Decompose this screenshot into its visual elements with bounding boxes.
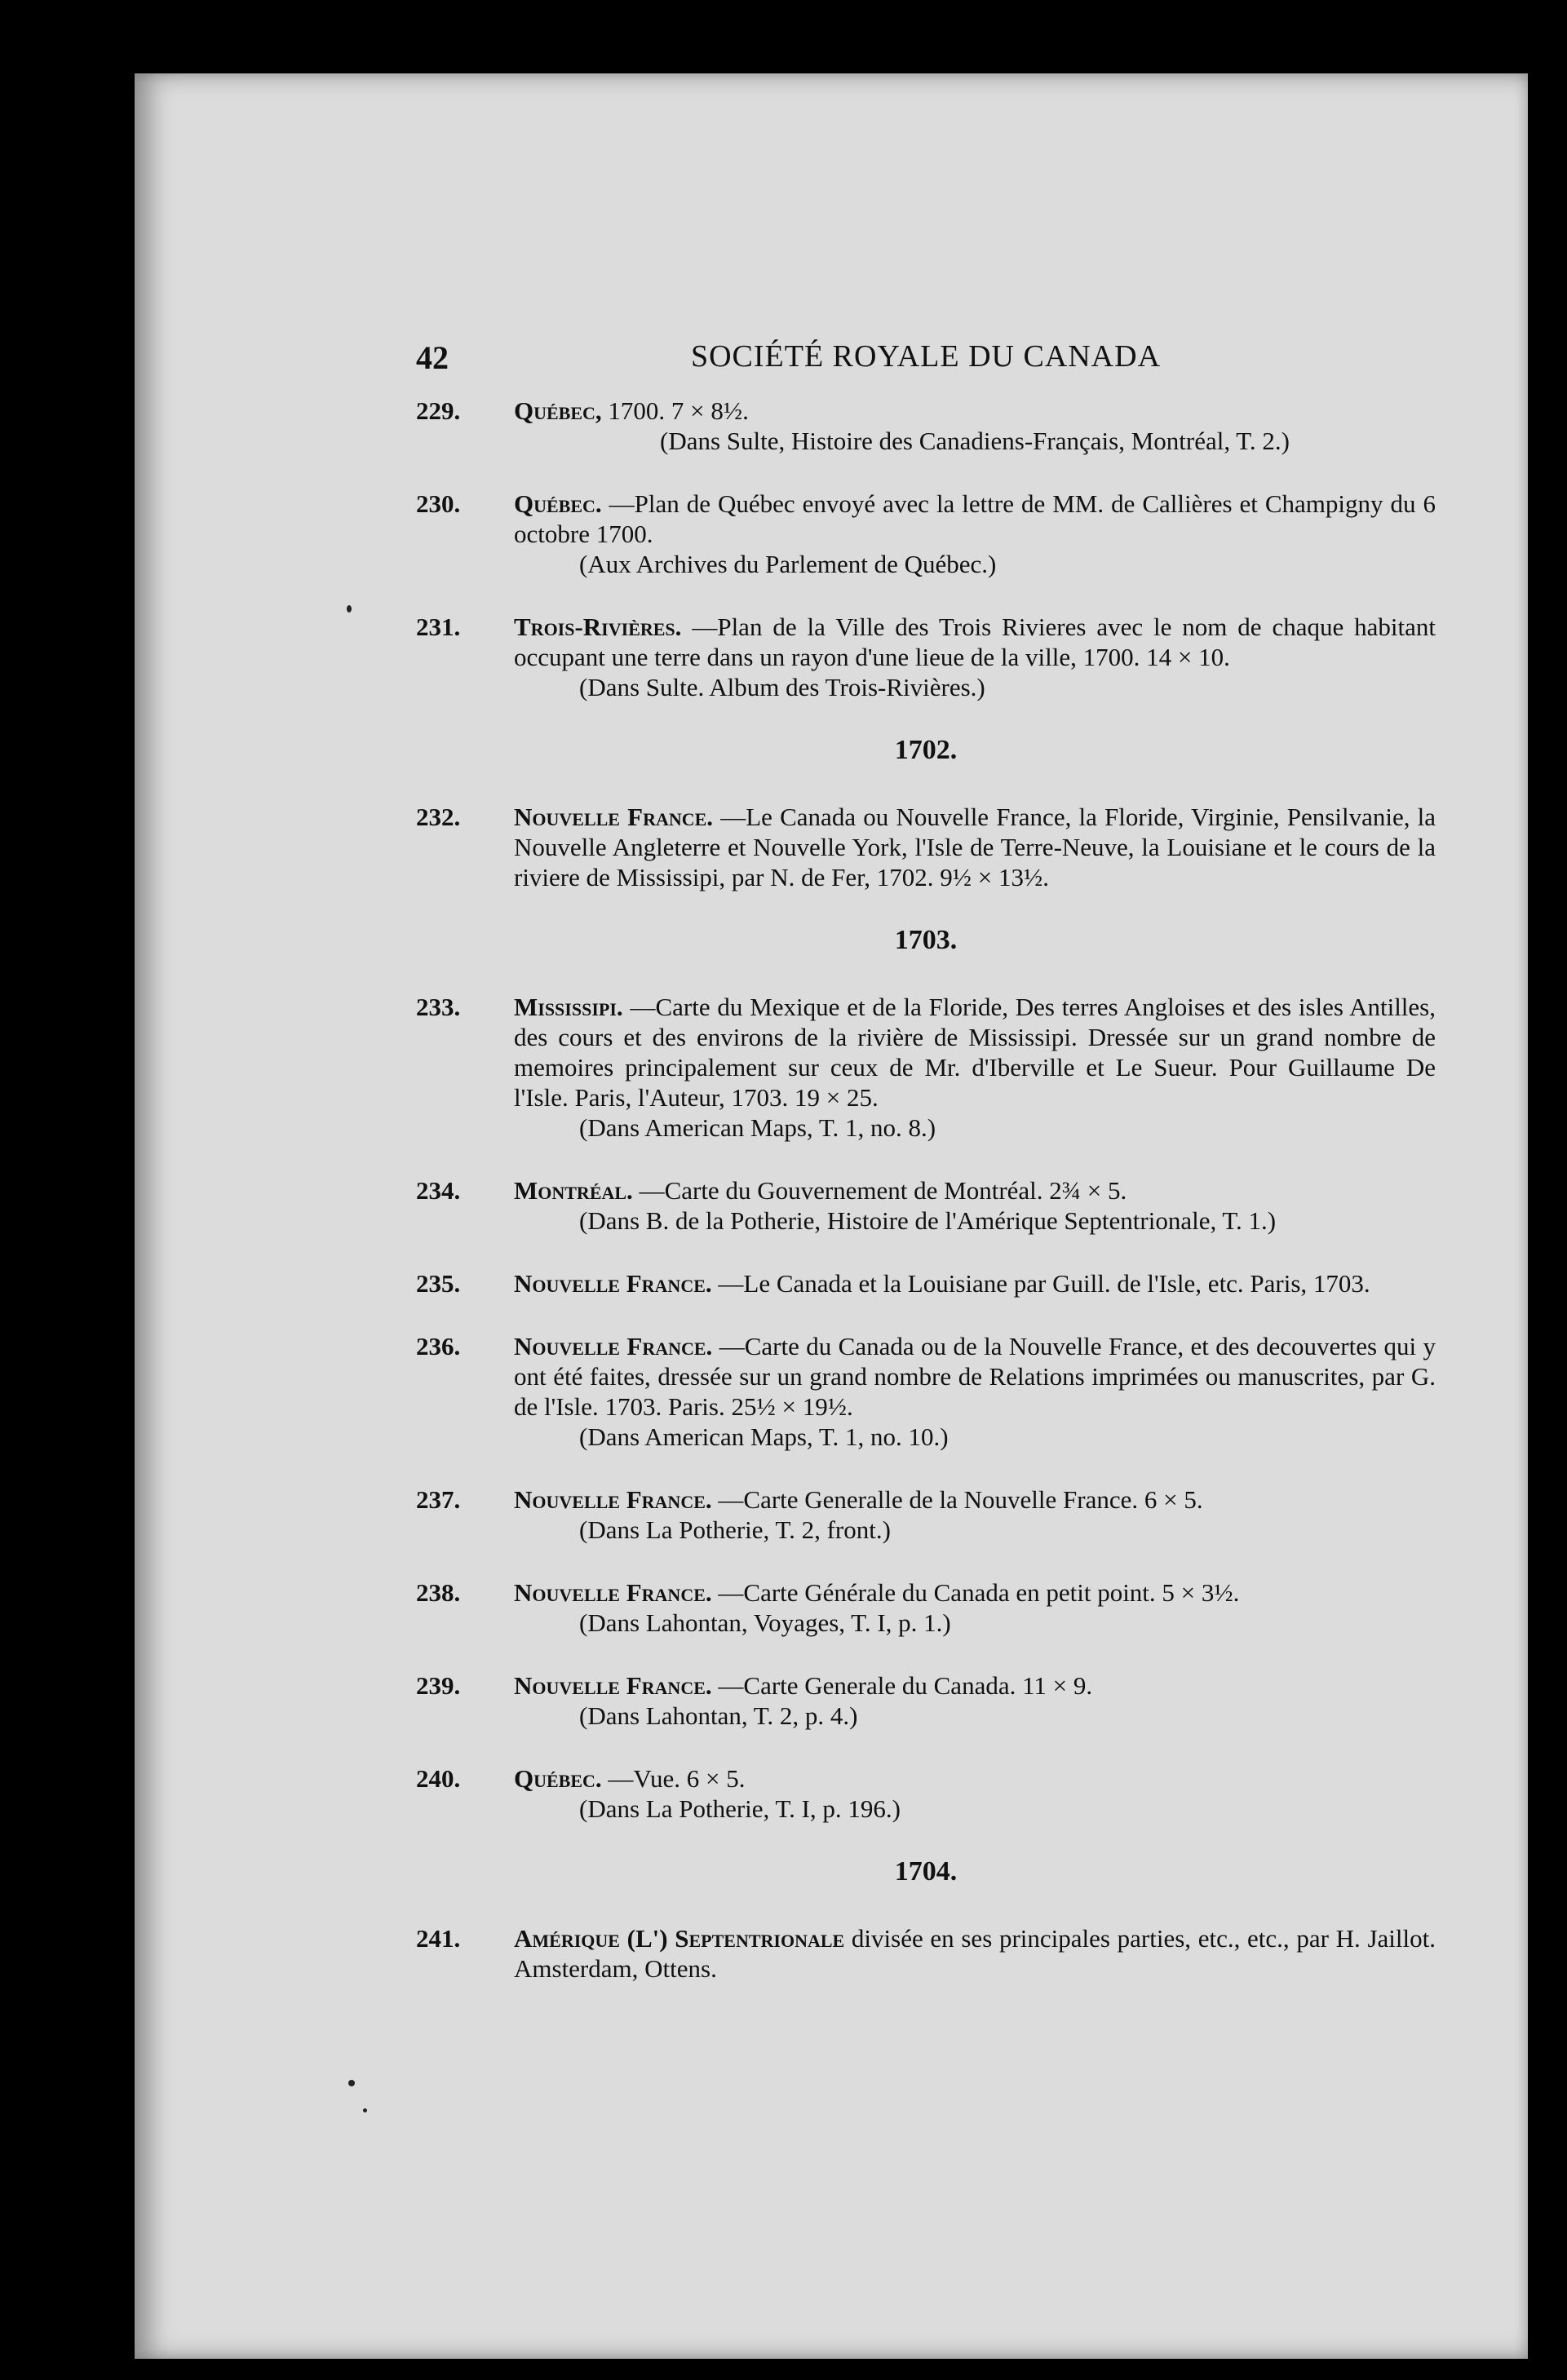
catalogue-entry: [416, 1763, 1436, 1824]
entry-heading: Québec.: [514, 489, 602, 518]
entry-text: —Carte du Mexique et de la Floride, Des terres Angloises et des isles Antilles, des cours et des environs de la rivière de Mississipi. Dressée sur un grand nombre de memoires principalement sur ceux de Mr. d'Iberville et Le Sueur. Pour Guillaume De l'Isle. Paris, l'Auteur, 1703. 19 × 25.: [514, 993, 1436, 1112]
entry-text: 1700. 7 × 8½.: [608, 396, 749, 425]
catalogue-entry: [416, 1923, 1436, 1984]
entry-heading: Nouvelle France.: [514, 1671, 712, 1700]
entry-description: [514, 1331, 1436, 1422]
entry-description: [514, 802, 1436, 892]
catalogue-entry: [416, 489, 1436, 579]
entry-heading: Québec.: [514, 1764, 602, 1793]
catalogue-entry: [416, 802, 1436, 892]
ink-speck: [363, 2108, 367, 2112]
entry-heading: Trois-Rivières.: [514, 613, 682, 641]
year-heading: 1703.: [894, 925, 958, 955]
entry-description: [514, 612, 1436, 672]
entry-number: 230.: [416, 489, 461, 518]
entry-source: (Dans Lahontan, T. 2, p. 4.): [579, 1701, 858, 1730]
entry-source: (Dans La Potherie, T. 2, front.): [579, 1515, 891, 1544]
catalogue-entry: [416, 1577, 1436, 1638]
entry-description: [514, 1175, 1436, 1205]
entry-heading: Mississipi.: [514, 993, 623, 1021]
page-number: 42: [416, 339, 449, 376]
entry-number: 238.: [416, 1578, 461, 1607]
ink-speck: [347, 605, 352, 613]
entry-heading: Nouvelle France.: [514, 1485, 712, 1514]
page-text: [416, 338, 1436, 2016]
entry-heading: Nouvelle France.: [514, 1269, 712, 1298]
entry-number: 241.: [416, 1924, 461, 1953]
entry-number: 240.: [416, 1764, 461, 1793]
year-heading: 1704.: [894, 1856, 958, 1887]
entry-number: 233.: [416, 993, 461, 1021]
entry-source: (Dans La Potherie, T. I, p. 196.): [579, 1794, 901, 1823]
entry-number: 236.: [416, 1332, 461, 1360]
entry-source: (Dans American Maps, T. 1, no. 10.): [579, 1422, 949, 1451]
entry-source: (Dans Sulte. Album des Trois-Rivières.): [579, 673, 985, 701]
entry-text: —Plan de Québec envoyé avec la lettre de MM. de Callières et Champigny du 6 octobre 1700.: [514, 489, 1436, 548]
year-heading: 1702.: [894, 735, 958, 765]
entry-source: (Aux Archives du Parlement de Québec.): [579, 550, 997, 578]
catalogue-entry: [416, 1268, 1436, 1298]
entry-text: divisée en ses principales parties, etc., etc., par H. Jaillot. Amsterdam, Ottens.: [514, 1924, 1436, 1983]
catalogue-entry: [416, 612, 1436, 702]
entry-heading: Montréal.: [514, 1176, 633, 1205]
running-title: SOCIÉTÉ ROYALE DU CANADA: [690, 339, 1162, 374]
entry-description: [514, 1670, 1436, 1701]
catalogue-entry: [416, 1175, 1436, 1236]
catalogue-entry: [416, 992, 1436, 1143]
entry-text: —Carte du Canada ou de la Nouvelle France, et des decouvertes qui y ont été faites, dressée sur un grand nombre de Relations imprimées ou manuscrites, par G. de l'Isle. 1703. Paris. 25½ × 19½.: [514, 1332, 1436, 1421]
entry-source: (Dans B. de la Potherie, Histoire de l'Amérique Septentrionale, T. 1.): [579, 1206, 1277, 1235]
entry-number: 231.: [416, 613, 461, 641]
ink-speck: [348, 2080, 355, 2086]
catalogue-entries: [416, 396, 1436, 1984]
entry-text: —Plan de la Ville des Trois Rivieres avec le nom de chaque habitant occupant une terre dans un rayon d'une lieue de la ville, 1700. 14 × 10.: [514, 613, 1436, 671]
entry-number: 235.: [416, 1269, 461, 1298]
entry-description: [514, 1923, 1436, 1984]
entry-text: —Carte Générale du Canada en petit point. 5 × 3½.: [718, 1578, 1240, 1607]
entry-description: [514, 1763, 1436, 1794]
entry-source: (Dans Lahontan, Voyages, T. I, p. 1.): [579, 1608, 951, 1637]
entry-text: —Vue. 6 × 5.: [608, 1764, 746, 1793]
entry-description: [514, 1577, 1436, 1608]
entry-heading: Nouvelle France.: [514, 1578, 712, 1607]
entry-number: 239.: [416, 1671, 461, 1700]
entry-source: (Dans American Maps, T. 1, no. 8.): [579, 1113, 936, 1142]
entry-description: [514, 396, 1436, 426]
entry-text: —Carte Generale du Canada. 11 × 9.: [718, 1671, 1093, 1700]
entry-heading: Nouvelle France.: [514, 803, 714, 831]
entry-heading: Amérique (L') Septentrionale: [514, 1924, 845, 1953]
entry-number: 237.: [416, 1485, 461, 1514]
catalogue-entry: [416, 1484, 1436, 1545]
catalogue-entry: [416, 1670, 1436, 1731]
entry-text: —Le Canada ou Nouvelle France, la Floride, Virginie, Pensilvanie, la Nouvelle Angleterre et Nouvelle York, l'Isle de Terre-Neuve, la Louisiane et le cours de la riviere de Mississipi, par N. de Fer, 1702. 9½ × 13½.: [514, 803, 1436, 891]
entry-number: 232.: [416, 803, 461, 831]
catalogue-entry: [416, 1331, 1436, 1452]
page-header: [416, 338, 1436, 396]
entry-description: [514, 1268, 1436, 1298]
entry-text: —Carte Generalle de la Nouvelle France. 6 × 5.: [718, 1485, 1203, 1514]
entry-source: (Dans Sulte, Histoire des Canadiens-Français, Montréal, T. 2.): [660, 427, 1290, 455]
entry-text: —Carte du Gouvernement de Montréal. 2¾ × 5.: [639, 1176, 1127, 1205]
entry-heading: Nouvelle France.: [514, 1332, 713, 1360]
catalogue-entry: [416, 396, 1436, 456]
entry-description: [514, 992, 1436, 1113]
entry-number: 234.: [416, 1176, 461, 1205]
entry-number: 229.: [416, 396, 461, 425]
entry-description: [514, 489, 1436, 549]
entry-heading: Québec,: [514, 396, 602, 425]
entry-description: [514, 1484, 1436, 1515]
entry-text: —Le Canada et la Louisiane par Guill. de l'Isle, etc. Paris, 1703.: [718, 1269, 1370, 1298]
